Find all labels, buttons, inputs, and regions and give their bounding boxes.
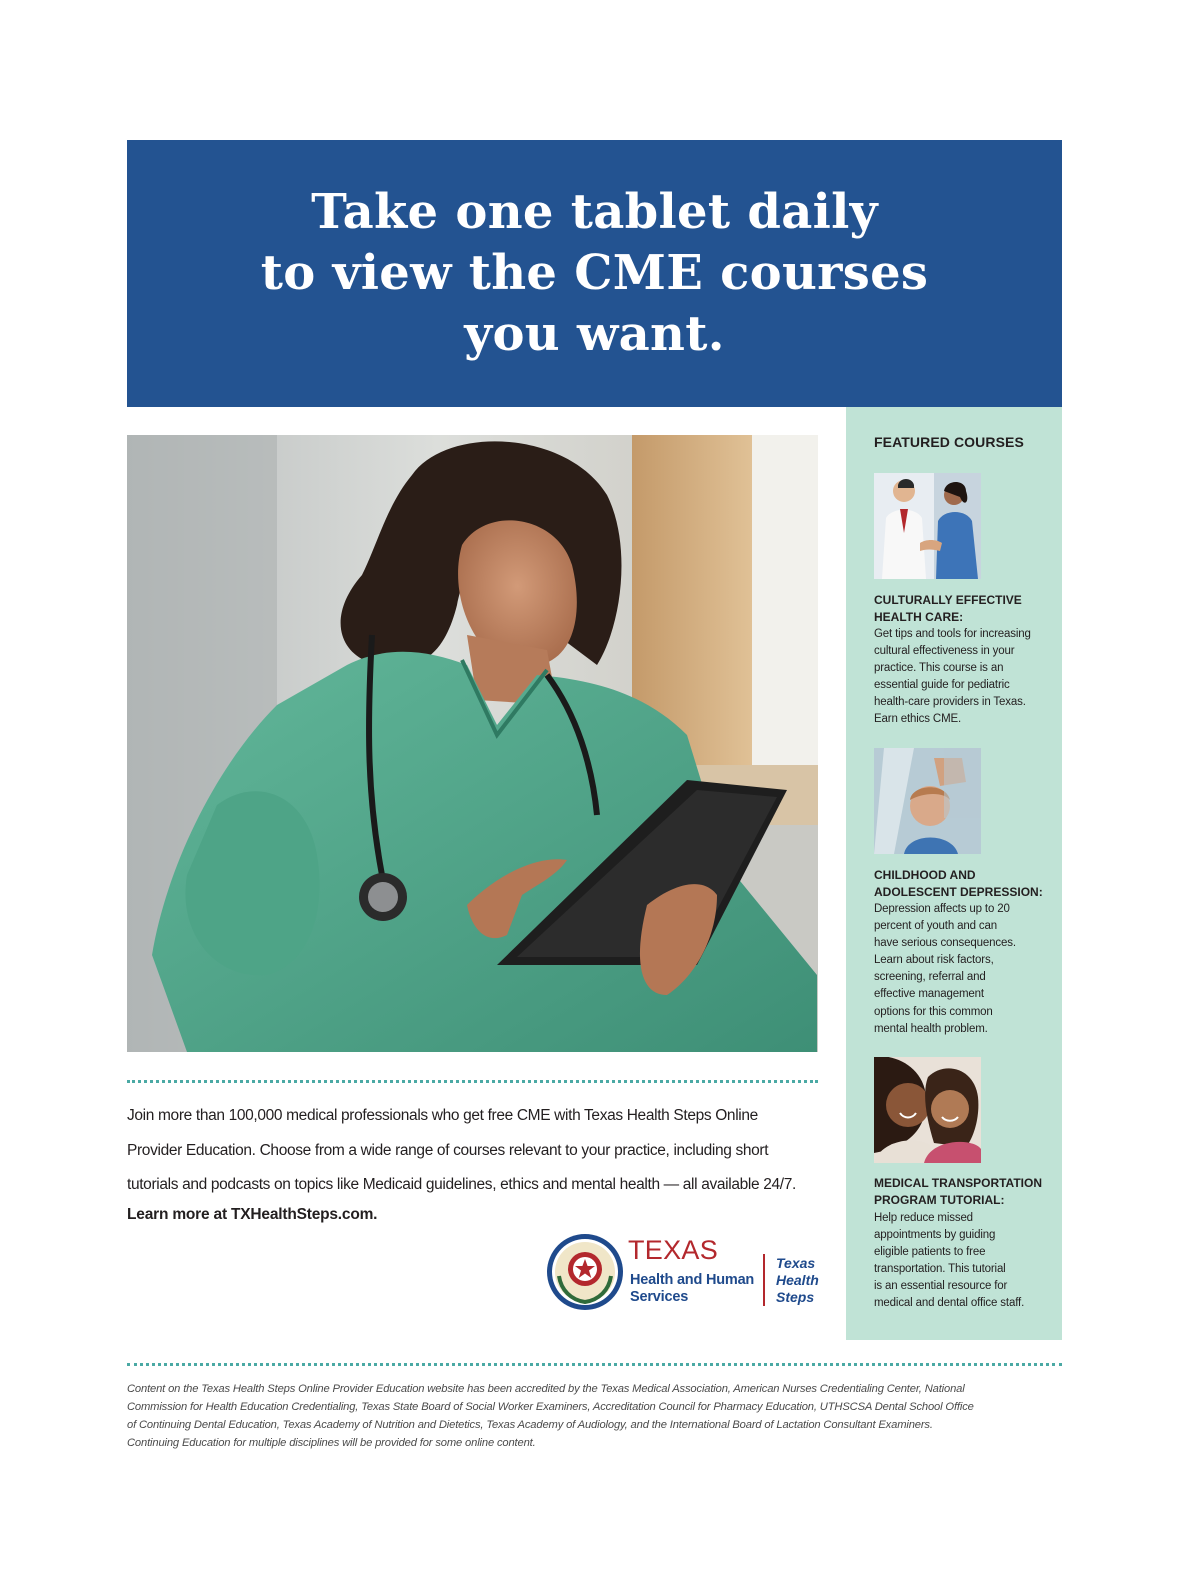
nurse-tablet-photo — [127, 435, 818, 1052]
course-description — [874, 1210, 1060, 1313]
headline-line: to view the CME courses — [260, 245, 929, 301]
sidebar-title: FEATURED COURSES — [874, 434, 1024, 450]
ths-wordmark-line: Health — [776, 1272, 819, 1288]
footnote-line: Continuing Education for multiple disciplines will be provided for some online content. — [127, 1437, 536, 1449]
course-title-line: CULTURALLY EFFECTIVE — [874, 593, 1022, 607]
body-copy — [127, 1099, 827, 1203]
course-desc-line: Learn about risk factors, — [874, 954, 994, 967]
footnote-line: Content on the Texas Health Steps Online Provider Education website has been accredited by the Texas Medical Association, American Nurses Credentialing Center, National — [127, 1383, 965, 1395]
hhs-wordmark-line: Services — [630, 1289, 689, 1305]
course-desc-line: transportation. This tutorial — [874, 1263, 1006, 1276]
course-description — [874, 901, 1060, 1038]
course-desc-line: Earn ethics CME. — [874, 713, 962, 726]
accreditation-footnote — [127, 1380, 1067, 1452]
hhs-wordmark-line: Health and Human — [630, 1272, 755, 1288]
dotted-divider — [127, 1080, 818, 1083]
course-title — [874, 592, 1058, 626]
headline-line: you want. — [464, 306, 725, 362]
course-thumbnail-boy-window — [874, 748, 981, 854]
dotted-divider — [127, 1363, 1062, 1366]
course-desc-line: percent of youth and can — [874, 920, 997, 933]
course-desc-line: Get tips and tools for increasing — [874, 628, 1031, 640]
course-title — [874, 1175, 1058, 1209]
course-desc-line: practice. This course is an — [874, 662, 1004, 675]
course-title-line: ADOLESCENT DEPRESSION: — [874, 885, 1043, 899]
body-line: Provider Education. Choose from a wide range of courses relevant to your practice, including short — [127, 1141, 769, 1159]
course-desc-line: options for this common — [874, 1005, 993, 1018]
footnote-line: Commission for Health Education Credentialing, Texas State Board of Social Worker Examiners, Accreditation Council for Pharmacy Education, UTHSCSA Dental School Office — [127, 1401, 974, 1413]
course-desc-line: health-care providers in Texas. — [874, 696, 1026, 709]
logo-divider — [763, 1254, 765, 1306]
headline — [261, 182, 928, 365]
course-desc-line: essential guide for pediatric — [874, 679, 1010, 692]
course-title-line: HEALTH CARE: — [874, 610, 964, 624]
featured-courses-sidebar — [846, 407, 1062, 1340]
course-desc-line: medical and dental office staff. — [874, 1297, 1025, 1310]
ths-wordmark-line: Steps — [776, 1289, 815, 1305]
course-title — [874, 867, 1058, 901]
course-desc-line: is an essential resource for — [874, 1280, 1008, 1293]
course-desc-line: appointments by guiding — [874, 1229, 996, 1242]
course-desc-line: effective management — [874, 988, 984, 1001]
course-title-line: MEDICAL TRANSPORTATION — [874, 1176, 1042, 1190]
course-desc-line: Depression affects up to 20 — [874, 903, 1010, 915]
hhs-texas-wordmark: TEXAS — [628, 1235, 719, 1265]
course-description — [874, 626, 1060, 729]
body-line: Join more than 100,000 medical professionals who get free CME with Texas Health Steps Online — [127, 1107, 758, 1124]
course-thumbnail-doctor-patient — [874, 473, 981, 579]
course-desc-line: cultural effectiveness in your — [874, 645, 1015, 658]
footnote-line: of Continuing Dental Education, Texas Academy of Nutrition and Dietetics, Texas Academy of Audiology, and the International Board of Lactation Consultant Examiners. — [127, 1419, 933, 1431]
ths-wordmark-line: Texas — [776, 1255, 816, 1271]
course-desc-line: have serious consequences. — [874, 937, 1016, 950]
headline-line: Take one tablet daily — [311, 184, 878, 240]
course-desc-line: eligible patients to free — [874, 1246, 986, 1259]
course-desc-line: mental health problem. — [874, 1022, 988, 1035]
texas-hhs-seal-icon — [545, 1232, 625, 1312]
course-title-line: CHILDHOOD AND — [874, 868, 976, 882]
course-desc-line: screening, referral and — [874, 971, 986, 984]
course-desc-line: Help reduce missed — [874, 1212, 973, 1224]
body-line: tutorials and podcasts on topics like Medicaid guidelines, ethics and mental health — all available 24/7. — [127, 1176, 796, 1193]
course-thumbnail-mother-daughter — [874, 1057, 981, 1163]
course-title-line: PROGRAM TUTORIAL: — [874, 1193, 1005, 1207]
logo-lockup — [545, 1230, 825, 1314]
learn-more-link[interactable]: Learn more at TXHealthSteps.com. — [127, 1206, 378, 1223]
headline-banner — [127, 140, 1062, 407]
